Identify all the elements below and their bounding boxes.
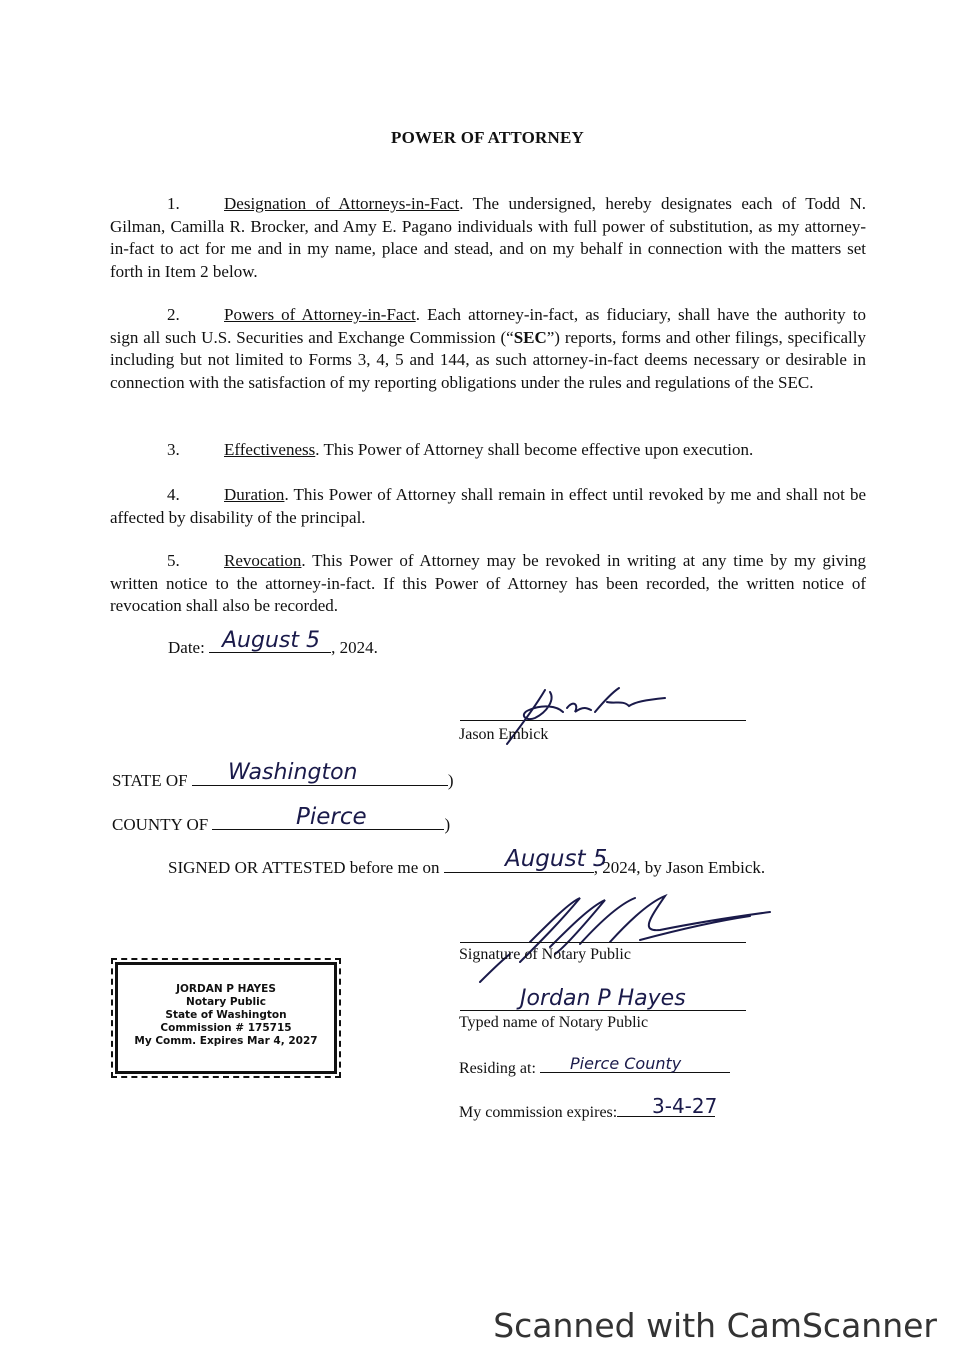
handwritten-state: Washington — [228, 760, 358, 785]
signer-name: Jason Embick — [459, 726, 549, 743]
section-2 — [110, 304, 866, 394]
attest-line — [168, 858, 765, 878]
section-heading: Designation of Attorneys-in-Fact — [224, 194, 460, 213]
section-text: . This Power of Attorney shall become effective upon execution. — [315, 440, 754, 459]
section-heading: Duration — [224, 485, 285, 504]
section-heading: Revocation — [224, 551, 302, 570]
typed-name-line — [460, 1010, 746, 1011]
section-text: . This Power of Attorney may be revoked in writing at any time by my giving written notice to the attorney-in-fact. If this Power of Attorney has been recorded, the written notice of revocation shall also be recorded. — [110, 551, 866, 615]
residing-label: Residing at: — [459, 1060, 536, 1077]
county-paren: ) — [444, 815, 451, 834]
section-heading: Powers of Attorney-in-Fact — [224, 305, 416, 324]
document-title: POWER OF ATTORNEY — [391, 128, 584, 147]
section-text: . The undersigned, hereby designates each of Todd N. Gilman, Camilla R. Brocker, and Amy E. Pagano individuals with full power of substitution, as my attorney-in-fact to act for me and in my name, place and stead, and on my behalf in connection with the matters set forth in Item 2 below. — [110, 194, 866, 281]
commission-label: My commission expires: — [459, 1104, 618, 1121]
section-heading: Effectiveness — [224, 440, 316, 459]
section-number: 2. — [167, 305, 180, 324]
section-text-bold: SEC — [513, 327, 547, 347]
state-field — [192, 785, 448, 786]
handwritten-notary-name: Jordan P Hayes — [520, 986, 686, 1011]
notary-signature-label: Signature of Notary Public — [459, 946, 631, 963]
section-5 — [110, 550, 866, 618]
handwritten-commission: 3-4-27 — [652, 1094, 718, 1118]
handwritten-residing: Pierce County — [570, 1054, 682, 1073]
notary-stamp — [115, 962, 337, 1074]
section-number: 3. — [167, 440, 180, 459]
date-label: Date: — [168, 638, 205, 657]
section-number: 1. — [167, 194, 180, 213]
section-text: ”) reports, forms and other filings, specifically including but not limited to Forms 3, 4, 5 and 144, as such attorney-in-fact deems necessary or desirable in connection with the satisfaction of my reporting obligations under the rules and regulations of the SEC. — [110, 327, 866, 392]
stamp-line: State of Washington — [165, 1009, 287, 1021]
section-4 — [110, 484, 866, 529]
scanner-watermark: Scanned with CamScanner — [493, 1306, 937, 1345]
typed-name-label: Typed name of Notary Public — [459, 1014, 649, 1031]
stamp-line: Notary Public — [186, 996, 266, 1008]
attest-prefix: SIGNED OR ATTESTED before me on — [168, 858, 440, 877]
stamp-line: Commission # 175715 — [160, 1022, 292, 1034]
section-text: . This Power of Attorney shall remain in effect until revoked by me and shall not be affected by disability of the principal. — [110, 485, 866, 527]
attest-date-field — [444, 872, 594, 873]
handwritten-date: August 5 — [222, 628, 320, 653]
stamp-line: JORDAN P HAYES — [176, 983, 276, 995]
handwritten-county: Pierce — [296, 804, 367, 830]
attest-suffix: , 2024, by Jason Embick. — [593, 858, 766, 877]
notary-signature-icon — [470, 892, 780, 987]
county-line — [112, 815, 450, 835]
stamp-line: My Comm. Expires Mar 4, 2027 — [134, 1035, 318, 1047]
section-3 — [110, 439, 866, 462]
notary-signature-line — [460, 942, 746, 943]
section-number: 5. — [167, 551, 180, 570]
state-paren: ) — [447, 771, 454, 790]
date-suffix: , 2024. — [331, 638, 378, 657]
section-number: 4. — [167, 485, 180, 504]
section-text: . Each attorney-in-fact, as fiduciary, shall have the authority to sign all such U.S. Securities and Exchange Commission (“ — [110, 305, 866, 347]
state-label: STATE OF — [112, 771, 188, 790]
county-label: COUNTY OF — [112, 815, 209, 834]
section-1 — [110, 193, 866, 283]
handwritten-attest-date: August 5 — [505, 846, 608, 872]
